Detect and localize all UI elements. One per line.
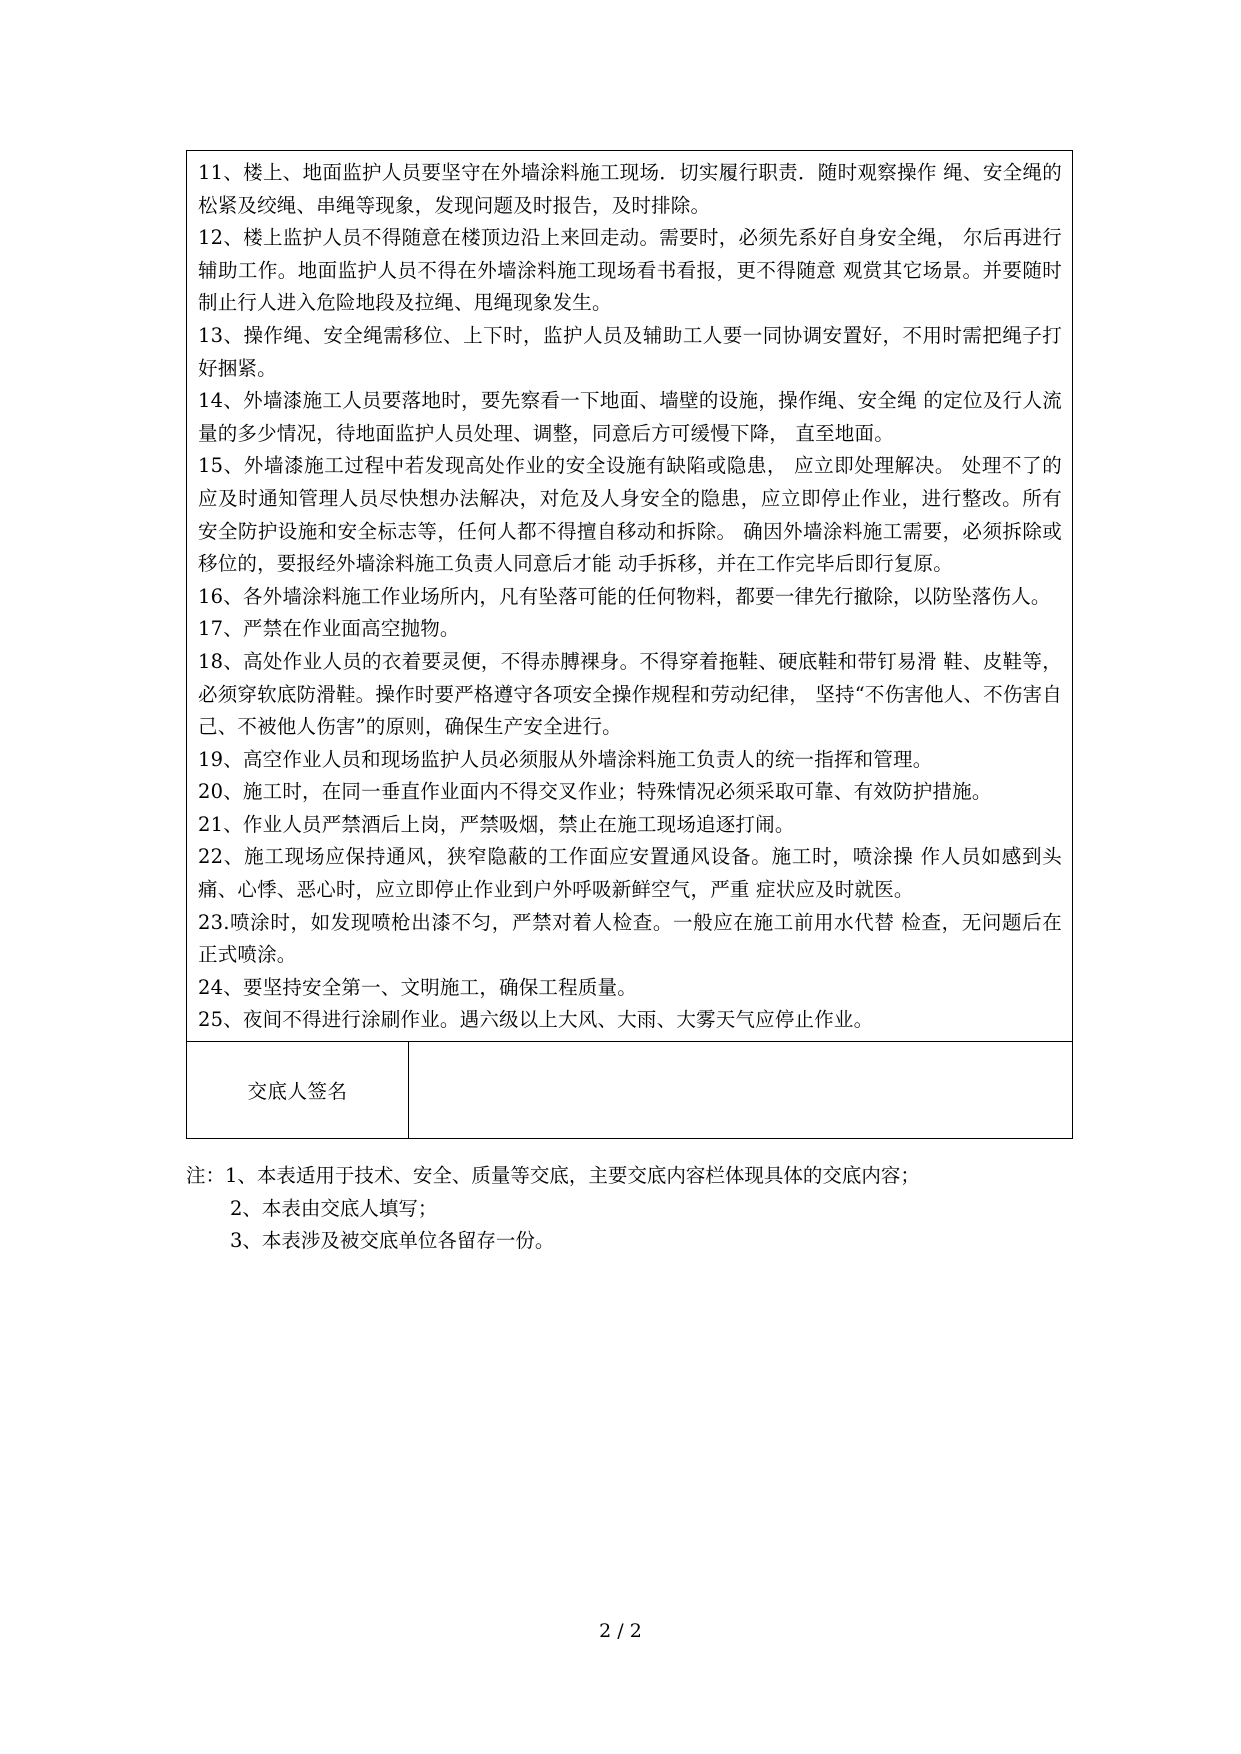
notes-section — [186, 1160, 1086, 1258]
safety-item-17: 17、严禁在作业面高空抛物。 — [198, 617, 460, 641]
note-2: 2、本表由交底人填写； — [230, 1196, 438, 1220]
content-row — [187, 151, 1073, 1042]
signature-field[interactable] — [409, 1042, 1073, 1139]
safety-item-19: 19、高空作业人员和现场监护人员必须服从外墙涂料施工负责人的统一指挥和管理。 — [198, 747, 933, 771]
safety-item-18: 18、高处作业人员的衣着要灵便，不得赤膊裸身。不得穿着拖鞋、硬底鞋和带钉易滑 鞋、皮鞋等，必须穿软底防滑鞋。操作时要严格遵守各项安全操作规程和劳动纪律， 坚持“不伤害他人、不伤害自己、不被他人伤害”的原则，确保生产安全进行。 — [198, 649, 1062, 739]
safety-item-15: 15、外墙漆施工过程中若发现高处作业的安全设施有缺陷或隐患， 应立即处理解决。 处理不了的应及时通知管理人员尽快想办法解决，对危及人身安全的隐患，应立即停止作业，进行整改。所有安全防护设施和安全标志等，任何人都不得擅自移动和拆除。 确因外墙涂料施工需要，必须拆除或移位的，要报经外墙涂料施工负责人同意后才能 动手拆移，并在工作完毕后即行复原。 — [198, 454, 1062, 576]
safety-item-14: 14、外墙漆施工人员要落地时，要先察看一下地面、墙壁的设施，操作绳、安全绳 的定位及行人流量的多少情况，待地面监护人员处理、调整，同意后方可缓慢下降， 直至地面。 — [198, 389, 1062, 445]
safety-item-24: 24、要坚持安全第一、文明施工，确保工程质量。 — [198, 975, 637, 999]
note-3: 3、本表涉及被交底单位各留存一份。 — [230, 1229, 555, 1252]
safety-item-13: 13、操作绳、安全绳需移位、上下时，监护人员及辅助工人要一同协调安置好，不用时需把绳子打好捆紧。 — [198, 323, 1062, 380]
safety-item-25: 25、夜间不得进行涂刷作业。遇六级以上大风、大雨、大雾天气应停止作业。 — [198, 1008, 874, 1032]
safety-item-22: 22、施工现场应保持通风，狭窄隐蔽的工作面应安置通风设备。施工时，喷涂操 作人员如感到头痛、心悸、恶心时，应立即停止作业到户外呼吸新鲜空气，严重 症状应及时就医。 — [198, 845, 1062, 902]
signature-row — [187, 1042, 1073, 1139]
safety-item-20: 20、施工时，在同一垂直作业面内不得交叉作业；特殊情况必须采取可靠、有效防护措施。 — [198, 780, 992, 804]
disclosure-table — [186, 150, 1073, 1139]
safety-item-16: 16、各外墙涂料施工作业场所内，凡有坠落可能的任何物料，都要一律先行撤除，以防坠落伤人。 — [198, 584, 1051, 608]
safety-item-12: 12、楼上监护人员不得随意在楼顶边沿上来回走动。需要时，必须先系好自身安全绳， 尔后再进行辅助工作。地面监护人员不得在外墙涂料施工现场看书看报，更不得随意 观赏其它场景。并要随时制止行人进入危险地段及拉绳、甩绳现象发生。 — [198, 226, 1062, 315]
note-1: 注：1、本表适用于技术、安全、质量等交底，主要交底内容栏体现具体的交底内容； — [186, 1164, 920, 1187]
content-cell — [187, 151, 1073, 1042]
safety-item-23: 23.喷涂时，如发现喷枪出漆不匀，严禁对着人检查。一般应在施工前用水代替 检查，无问题后在正式喷涂。 — [198, 910, 1062, 967]
safety-item-11: 11、楼上、地面监护人员要坚守在外墙涂料施工现场．切实履行职责．随时观察操作 绳、安全绳的松紧及绞绳、串绳等现象，发现问题及时报告，及时排除。 — [198, 161, 1062, 217]
signature-label: 交底人签名 — [187, 1042, 409, 1139]
safety-item-21: 21、作业人员严禁酒后上岗，严禁吸烟，禁止在施工现场追逐打闹。 — [198, 812, 795, 836]
page-number: 2 / 2 — [599, 1620, 642, 1642]
